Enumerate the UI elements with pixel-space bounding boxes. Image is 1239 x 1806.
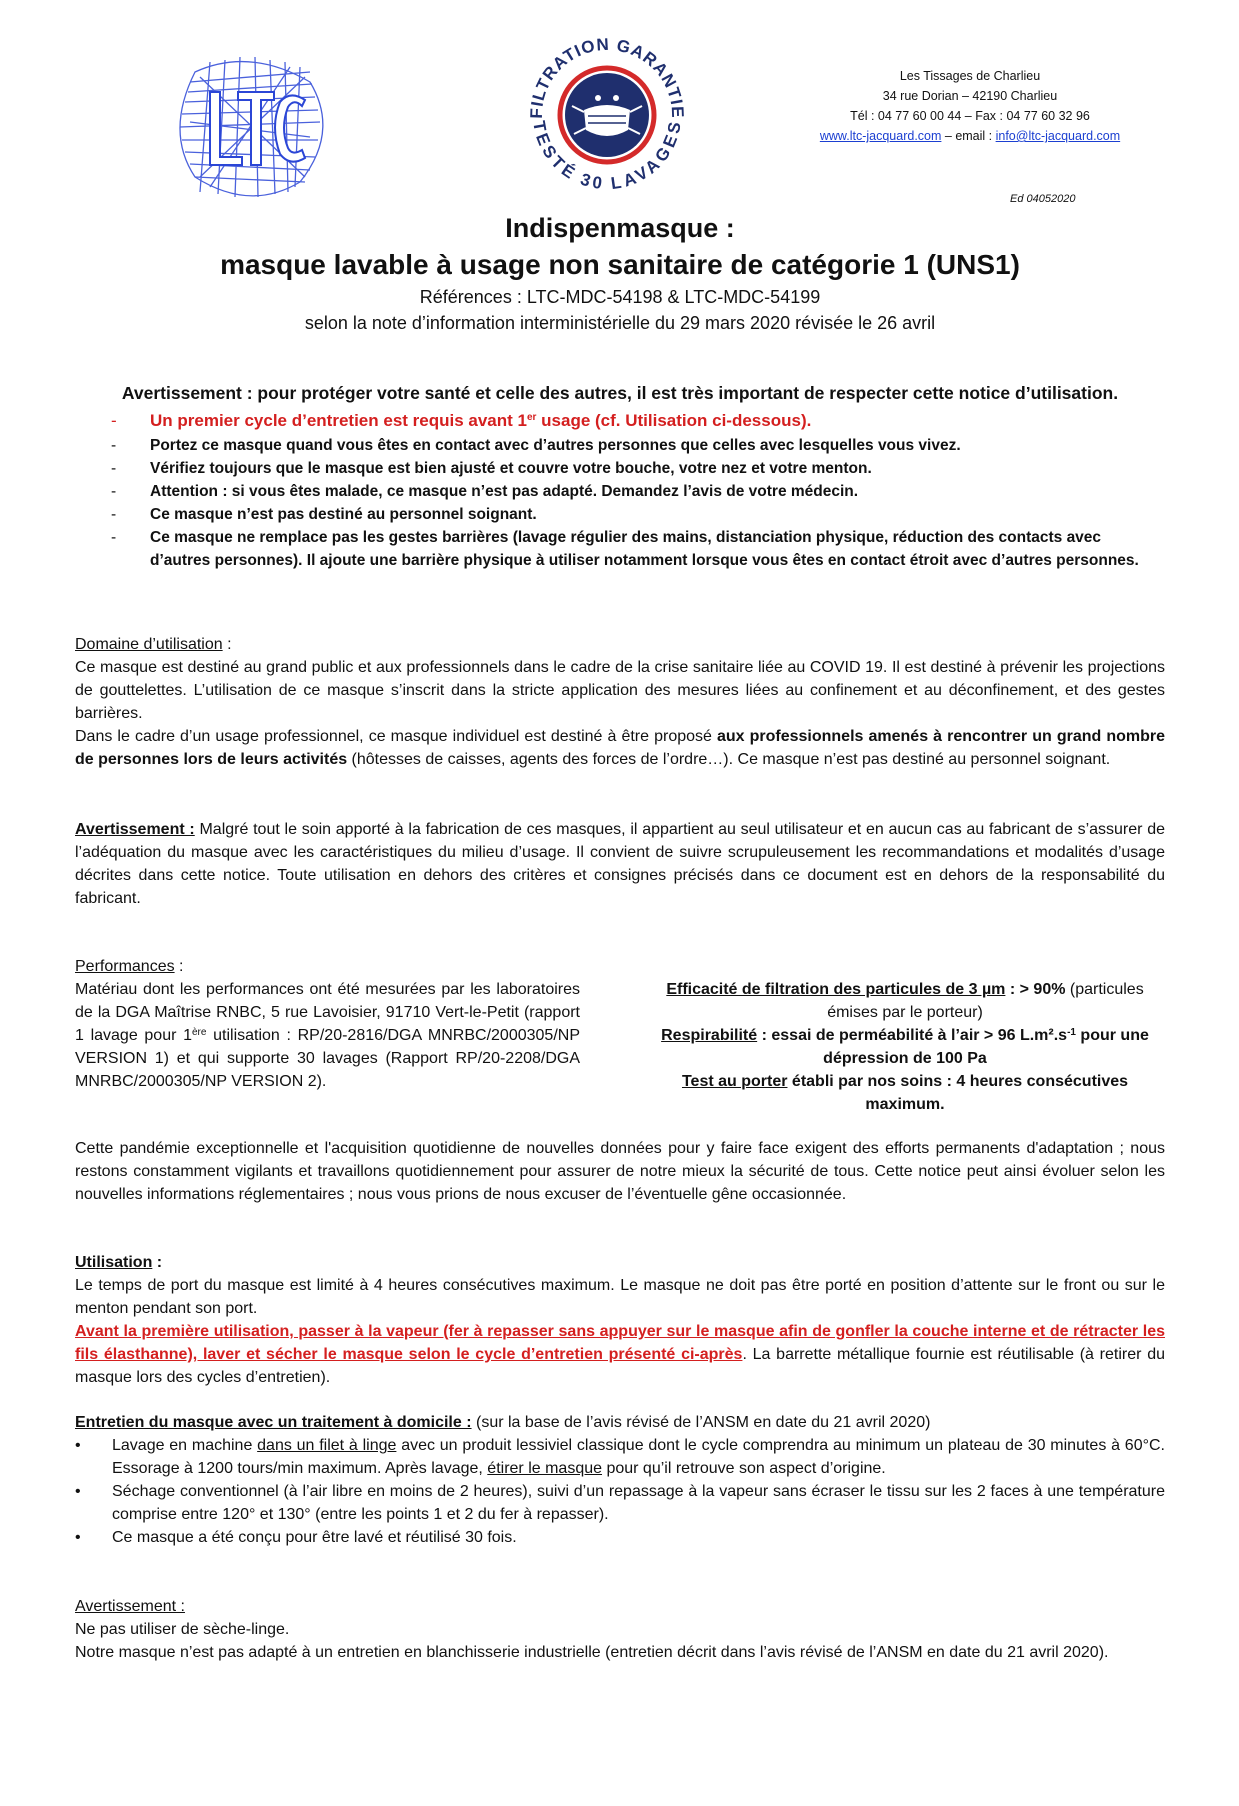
respirability-result: Respirabilité : essai de perméabilité à l’air > 96 $L.m^2.s^{-1}$ pour une dépression de 100 Pa [661,1027,1149,1067]
title-line-1: Indispenmasque : [505,213,735,243]
utilisation-section [75,1251,1165,1389]
entretien-item-drying: • Séchage conventionnel (à l’air libre en moins de 2 heures), suivi d’un repassage à la vapeur sans écraser le tissu sur les 2 faces à une température comprise entre 120° et 130° (entre les points 1 et 2 du fer à repasser). [75,1483,1165,1523]
regulatory-note: selon la note d’information interministérielle du 29 mars 2020 révisée le 26 avril [304,313,936,333]
final-warning-heading: Avertissement : [75,1598,185,1615]
company-contact: www.ltc-jacquard.com – email : info@ltc-jacquard.com [819,129,1121,143]
disclaimer-heading: Avertissement : [75,821,195,838]
filtration-badge-logo [522,30,692,200]
domaine-paragraph-1: Ce masque est destiné au grand public et aux professionnels dans le cadre de la crise sanitaire liée au COVID 19. Il est destiné à prévenir les projections de gouttelettes. L’utilisation de ce masque s’inscrit dans la stricte application des mesures liées au confinement et au déconfinement, et des gestes barrières. [75,659,1165,722]
warning-item-first-cycle: - Un premier cycle d’entretien est requis avant 1er usage (cf. Utilisation ci-dessous). [111,411,812,430]
final-warning-dryer: Ne pas utiliser de sèche-linge. [75,1621,290,1638]
performances-results [645,978,1165,1116]
company-info [790,66,1150,146]
warning-block [75,380,1165,572]
warning-item: - Ce masque ne remplace pas les gestes barrières (lavage régulier des mains, distanciation physique, réduction des contacts avec d’autres personnes). Il ajoute une barrière physique à utiliser notamment lorsque vous êtes en contact étroit avec d’autres personnes. [111,529,1139,569]
references: Références : LTC-MDC-54198 & LTC-MDC-54199 [419,287,821,307]
domaine-section [75,633,1165,771]
warning-heading: Avertissement : pour protéger votre santé et celle des autres, il est très important de respecter cette notice d’utilisation. [121,383,1119,403]
svg-text:TESTÉ 30 LAVAGES: TESTÉ 30 LAVAGES [529,119,685,194]
utilisation-first-use: Avant la première utilisation, passer à la vapeur (fer à repasser sans appuyer sur le masque afin de gonfler la couche interne et de rétracter les fils élasthanne), laver et sécher le masque selon le cycle d’entretien présenté ci-après. La barrette métallique fournie est réutilisable (à retirer du masque lors des cycles d’entretien). [75,1323,1166,1386]
title-line-2: masque lavable à usage non sanitaire de catégorie 1 (UNS1) [220,249,1020,280]
domaine-paragraph-2: Dans le cadre d’un usage professionnel, ce masque individuel est destiné à être proposé aux professionnels amenés à rencontrer un grand nombre de personnes lors de leurs activités (hôtesses de caisses, agents des forces de l’ordre…). Ce masque n’est pas destiné au personnel soignant. [75,728,1166,768]
svg-text:FILTRATION GARANTIE: FILTRATION GARANTIE [526,34,688,119]
ltc-logo [170,39,330,202]
warning-item: - Portez ce masque quand vous êtes en contact avec d’autres personnes que celles avec lesquelles vous vivez. [111,437,961,454]
entretien-list [75,1434,1165,1549]
entretien-heading: Entretien du masque avec un traitement à domicile : (sur la base de l’avis révisé de l’ANSM en date du 21 avril 2020) [75,1414,931,1431]
entretien-item-reuse: • Ce masque a été conçu pour être lavé et réutilisé 30 fois. [75,1529,517,1546]
warning-item: - Attention : si vous êtes malade, ce masque n’est pas adapté. Demandez l’avis de votre médecin. [111,483,859,500]
filtration-result: Efficacité de filtration des particules de 3 µm : > 90% (particules émises par le porteur) [666,981,1144,1021]
disclaimer-text: Malgré tout le soin apporté à la fabrication de ces masques, il appartient au seul utilisateur et en aucun cas au fabricant de s’assurer de l’adéquation du masque avec les caractéristiques du milieu d’usage. Il convient de suivre scrupuleusement les recommandations et modalités d’usage décrites dans cette notice. Toute utilisation en dehors des critères et consignes précisés dans ce document est en dehors de la responsabilité du fabricant. [75,821,1165,907]
company-address: 34 rue Dorian – 42190 Charlieu [882,89,1058,103]
entretien-section [75,1411,1165,1549]
final-warning-industrial: Notre masque n’est pas adapté à un entretien en blanchisserie industrielle (entretien décrit dans l’avis révisé de l’ANSM en date du 21 avril 2020). [75,1644,1109,1661]
company-name: Les Tissages de Charlieu [899,69,1041,83]
performances-lab-text: Matériau dont les performances ont été mesurées par les laboratoires de la DGA Maîtrise RNBC, 5 rue Lavoisier, 91710 Vert-le-Petit (rapport 1 lavage pour 1ère utilisation : RP/20-2816/DGA MNRBC/2000305/NP VERSION 1) et qui supporte 30 lavages (Rapport RP/20-2208/DGA MNRBC/2000305/NP VERSION 2). [75,981,580,1090]
warning-item: - Vérifiez toujours que le masque est bien ajusté et couvre votre bouche, votre nez et votre menton. [111,460,872,477]
warning-list [75,408,1165,572]
utilisation-heading: Utilisation : [75,1254,163,1271]
document-title [100,210,1140,336]
email-link[interactable]: info@ltc-jacquard.com [995,129,1121,143]
warning-item: - Ce masque n’est pas destiné au personnel soignant. [111,506,537,523]
website-link[interactable]: www.ltc-jacquard.com [819,129,942,143]
domaine-heading: Domaine d’utilisation : [75,636,232,653]
performances-heading: Performances : [75,958,184,975]
pandemic-notice: Cette pandémie exceptionnelle et l'acquisition quotidienne de nouvelles données pour y faire face exigent des efforts permanents d'adaptation ; nous restons constamment vigilants et travaillons quotidiennement pour assurer de notre mieux la sécurité de tous. Cette notice peut ainsi évoluer selon les nouvelles informations réglementaires ; nous vous prions de nous excuser de l’éventuelle gêne occasionnée. [75,1140,1165,1203]
final-warning-section [75,1595,1165,1664]
company-phone: Tél : 04 77 60 00 44 – Fax : 04 77 60 32 96 [850,109,1090,123]
utilisation-paragraph: Le temps de port du masque est limité à 4 heures consécutives maximum. Le masque ne doit pas être porté en position d’attente sur le front ou sur le menton pendant son port. [75,1277,1165,1317]
entretien-item-washing: • Lavage en machine dans un filet à linge avec un produit lessiviel classique dont le cycle comprendra au minimum un plateau de 30 minutes à 60°C. Essorage à 1200 tours/min maximum. Après lavage, étirer le masque pour qu’il retrouve son aspect d’origine. [75,1437,1165,1477]
wear-test-result: Test au porter établi par nos soins : 4 heures consécutives maximum. [681,1073,1129,1113]
disclaimer-section [75,818,1165,910]
edition-label: Ed 04052020 [1010,193,1076,205]
svg-text:LTC: LTC [170,39,200,56]
